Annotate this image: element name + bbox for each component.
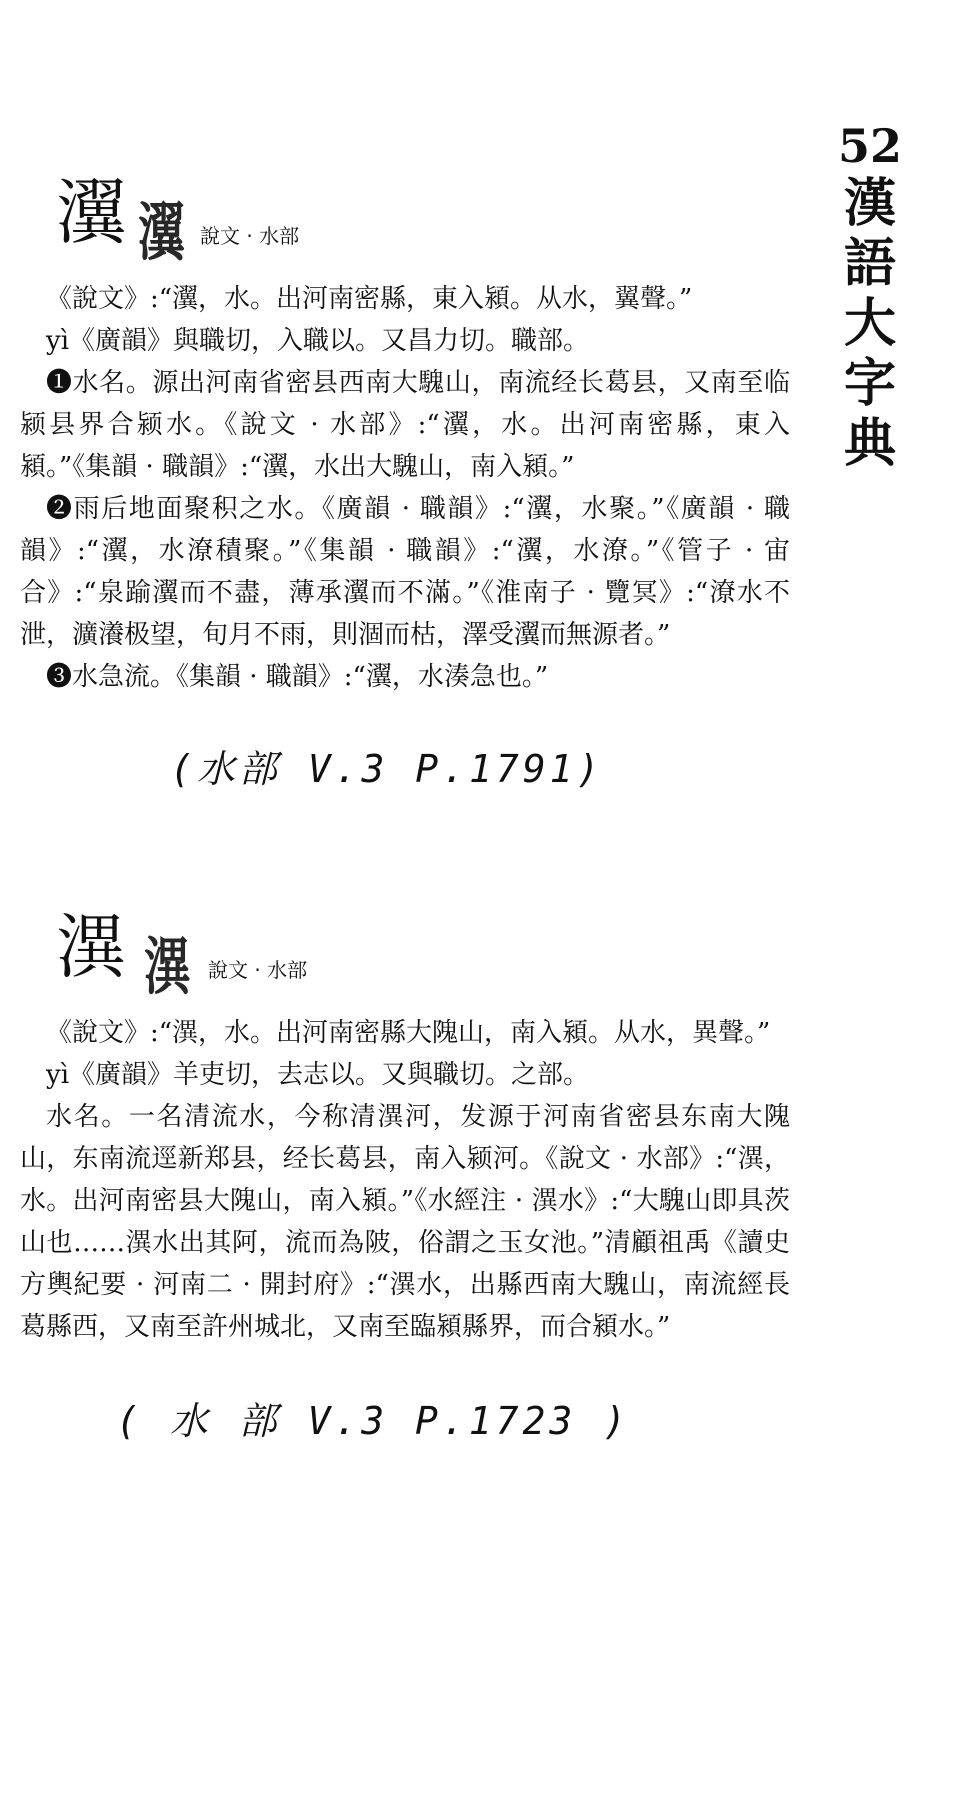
sense-main: 水名。一名清流水，今称清潩河，发源于河南省密县东南大隗山，东南流逕新郑县，经长葛县，南入颍河。《說文 · 水部》:“潩，水。出河南密县大隗山，南入潁。”《水經注 · 潩水》:“大騩山即具茨山也……潩水出其阿，流而為陂，俗謂之玉女池。”清顧祖禹《讀史方輿紀要 · 河南二 · 開封府》:“潩水，出縣西南大騩山，南流經長葛縣西，又南至許州城北，又南至臨潁縣界，而合潁水。” (20, 1102, 790, 1342)
headword: 潩 (56, 906, 126, 988)
sense-3: ❸水急流。《集韻 · 職韻》:“瀷，水湊急也。” (46, 662, 549, 692)
pronunciation-line: yì《廣韻》與職切，入職以。又昌力切。職部。 (46, 326, 590, 356)
definition-line: 《說文》:“瀷，水。出河南密縣，東入潁。从水，翼聲。” (46, 284, 693, 314)
sense-1: ❶水名。源出河南省密县西南大騩山，南流经长葛县，又南至临颍县界合颍水。《說文 · 水部》:“瀷，水。出河南密縣，東入潁。”《集韻 · 職韻》:“瀷，水出大騩山，南入潁。” (20, 368, 790, 482)
seal-script-glyph: 瀷 (138, 196, 182, 269)
headword: 瀷 (56, 172, 126, 254)
entry-2 (20, 902, 790, 1445)
sense-2: ❷雨后地面聚积之水。《廣韻 · 職韻》:“瀷，水聚。”《廣韻 · 職韻》:“瀷，水潦積聚。”《集韻 · 職韻》:“瀷，水潦。”《管子 · 宙合》:“泉踰瀷而不盡，薄承瀷而不滿。”《淮南子 · 覽冥》:“潦水不泄，瀇瀁极望，旬月不雨，則涸而枯，澤受瀷而無源者。” (20, 494, 790, 650)
seal-script-glyph: 潩 (144, 930, 188, 1003)
definition-line: 《說文》:“潩，水。出河南密縣大隗山，南入潁。从水，異聲。” (46, 1018, 771, 1048)
entry-1 (20, 168, 790, 793)
title-char-4: 字 (843, 353, 896, 414)
source-label: 說文 · 水部 (208, 958, 308, 982)
dictionary-title-vertical (838, 118, 902, 474)
title-char-3: 大 (843, 293, 896, 354)
title-char-1: 漢 (843, 173, 896, 234)
handwritten-reference: (水部 V.3 P.1791) (170, 747, 604, 791)
pronunciation-line: yì《廣韻》羊吏切，去志以。又與職切。之部。 (46, 1060, 590, 1090)
page-number: 52 (838, 119, 903, 173)
entry-2-body (20, 1012, 790, 1348)
entry-1-body (20, 278, 790, 698)
handwritten-reference: ( 水 部 V.3 P.1723 ) (116, 1399, 631, 1443)
title-char-5: 典 (843, 413, 896, 474)
title-char-2: 語 (843, 233, 896, 294)
entry-1-header (20, 168, 790, 278)
source-label: 說文 · 水部 (200, 224, 300, 248)
entry-2-header (20, 902, 790, 1012)
